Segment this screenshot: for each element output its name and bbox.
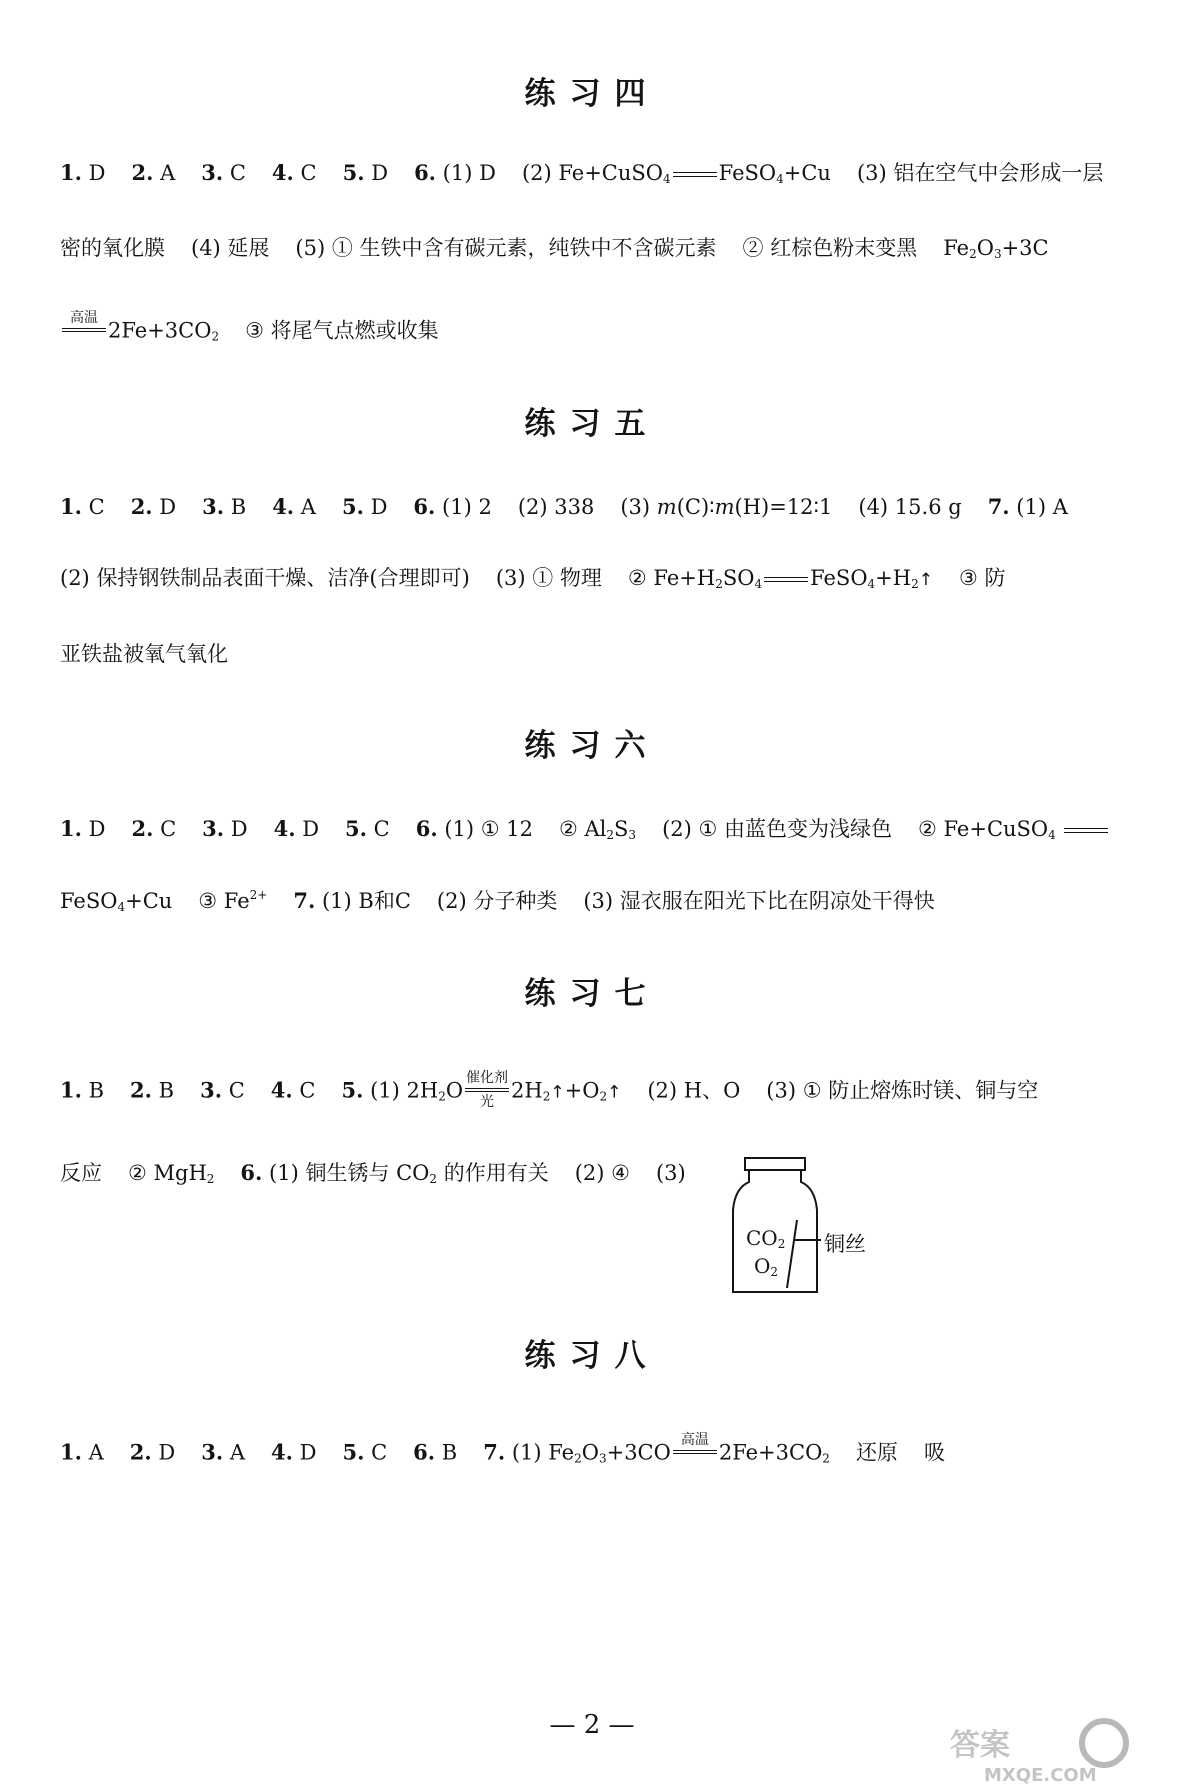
section-title-6: 练习六 — [524, 728, 660, 764]
gas-label-o2: $O_2$ — [754, 1254, 779, 1279]
svg-text:MXQE.COM: MXQE.COM — [984, 1765, 1097, 1786]
page-number: — 2 — — [549, 1710, 635, 1740]
answer-line: 密的氧化膜 (4) 延展 (5) ① 生铁中含有碳元素，纯铁中不含碳元素 ② 红棕色粉末变黑 $Fe_2O_3+3C$ — [60, 236, 1049, 261]
answer-line: 亚铁盐被氧气氧化 — [60, 642, 228, 666]
section-title-4: 练习四 — [524, 76, 660, 112]
answer-line: 高温 $2Fe+3CO_2$ ③ 将尾气点燃或收集 — [60, 312, 1090, 352]
section-title-8: 练习八 — [524, 1338, 660, 1374]
reaction-condition: 高温 — [60, 310, 108, 350]
watermark-logo — [944, 1715, 1144, 1785]
answer-line: 1. D 2. A 3. C 4. C 5. D 6. (1) D (2) Fe+CuSO$_4$ FeSO$_4$+Cu (3) 铝在空气中会形成一层 — [60, 160, 1104, 186]
reaction-condition: 高温 — [671, 1432, 719, 1472]
answer-line: (2) 保持钢铁制品表面干燥、洁净(合理即可) (3) ① 物理 ② $Fe+H_2SO_4$ $FeSO_4+H_2↑$ ③ 防 — [60, 566, 1006, 591]
section-title-5: 练习五 — [524, 406, 660, 442]
answer-line: 1. B 2. B 3. C 4. C 5. (1) $2H_2O$ 催化剂 光 $2H_2↑+O_2↑$ (2) H、O (3) ① 防止熔炼时镁、铜与空 — [60, 1070, 1039, 1110]
reaction-condition: 催化剂 光 — [466, 1070, 509, 1110]
answer-line: 1. D 2. C 3. D 4. D 5. C 6. (1) ① 12 ② $Al_2S_3$ (2) ① 由蓝色变为浅绿色 ② Fe+CuSO$_4$ — [60, 816, 1090, 842]
answer-line: 1. A 2. D 3. A 4. D 5. C 6. B 7. (1) $Fe_2O_3+3CO$ 高温 $2Fe+3CO_2$ 还原 吸 — [60, 1434, 1090, 1474]
svg-text:答案: 答案 — [950, 1728, 1010, 1763]
wire-label: 铜丝 — [824, 1232, 866, 1256]
answer-line: 1. C 2. D 3. B 4. A 5. D 6. (1) 2 (2) 338 (3) m(C)∶m(H)=12∶1 (4) 15.6 g 7. (1) A — [60, 494, 1068, 519]
gas-label-co2: $CO_2$ — [746, 1226, 786, 1251]
answer-line: FeSO$_4$+Cu ③ $Fe^{2+}$ 7. (1) B和C (2) 分子种类 (3) 湿衣服在阳光下比在阴凉处干得快 — [60, 888, 935, 914]
answer-line: 反应 ② MgH$_2$ 6. (1) 铜生锈与 $CO_2$ 的作用有关 (2) ④ (3) — [60, 1160, 686, 1186]
section-title-7: 练习七 — [524, 976, 660, 1012]
